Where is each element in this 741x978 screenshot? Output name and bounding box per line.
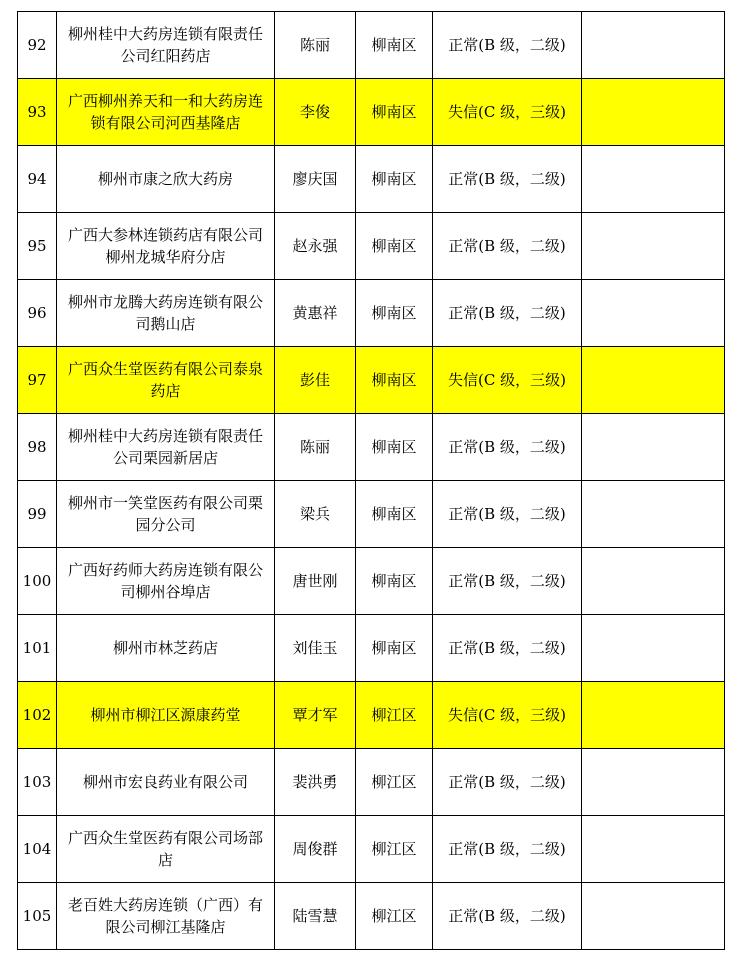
table-row bbox=[18, 749, 725, 816]
responsible-person-cell: 唐世刚 bbox=[275, 548, 356, 615]
pharmacy-name-cell: 柳州市林芝药店 bbox=[57, 615, 275, 682]
remark-cell bbox=[582, 79, 725, 146]
row-number-cell: 94 bbox=[18, 146, 57, 213]
district-cell: 柳南区 bbox=[356, 414, 433, 481]
row-number-cell: 96 bbox=[18, 280, 57, 347]
table-row bbox=[18, 280, 725, 347]
remark-cell bbox=[582, 347, 725, 414]
credit-status-cell: 正常(B 级，二级) bbox=[433, 883, 582, 950]
remark-cell bbox=[582, 414, 725, 481]
pharmacy-name-cell: 柳州市康之欣大药房 bbox=[57, 146, 275, 213]
pharmacy-name-cell: 广西大参林连锁药店有限公司柳州龙城华府分店 bbox=[57, 213, 275, 280]
responsible-person-cell: 李俊 bbox=[275, 79, 356, 146]
responsible-person-cell: 陆雪慧 bbox=[275, 883, 356, 950]
district-cell: 柳南区 bbox=[356, 146, 433, 213]
district-cell: 柳江区 bbox=[356, 883, 433, 950]
remark-cell bbox=[582, 615, 725, 682]
remark-cell bbox=[582, 816, 725, 883]
credit-status-cell: 正常(B 级，二级) bbox=[433, 615, 582, 682]
table-row bbox=[18, 347, 725, 414]
row-number-cell: 100 bbox=[18, 548, 57, 615]
remark-cell bbox=[582, 481, 725, 548]
table-row bbox=[18, 682, 725, 749]
remark-cell bbox=[582, 682, 725, 749]
district-cell: 柳江区 bbox=[356, 749, 433, 816]
pharmacy-name-cell: 柳州桂中大药房连锁有限责任公司红阳药店 bbox=[57, 12, 275, 79]
table-row bbox=[18, 12, 725, 79]
table-row bbox=[18, 615, 725, 682]
table-row bbox=[18, 414, 725, 481]
pharmacy-name-cell: 柳州市龙腾大药房连锁有限公司鹅山店 bbox=[57, 280, 275, 347]
pharmacy-name-cell: 广西好药师大药房连锁有限公司柳州谷埠店 bbox=[57, 548, 275, 615]
table-row bbox=[18, 146, 725, 213]
district-cell: 柳南区 bbox=[356, 280, 433, 347]
responsible-person-cell: 黄惠祥 bbox=[275, 280, 356, 347]
table-row bbox=[18, 79, 725, 146]
credit-status-cell: 正常(B 级，二级) bbox=[433, 481, 582, 548]
district-cell: 柳南区 bbox=[356, 12, 433, 79]
pharmacy-name-cell: 柳州市一笑堂医药有限公司栗园分公司 bbox=[57, 481, 275, 548]
credit-status-cell: 正常(B 级，二级) bbox=[433, 414, 582, 481]
responsible-person-cell: 裴洪勇 bbox=[275, 749, 356, 816]
remark-cell bbox=[582, 749, 725, 816]
remark-cell bbox=[582, 280, 725, 347]
credit-status-cell: 正常(B 级，二级) bbox=[433, 213, 582, 280]
district-cell: 柳南区 bbox=[356, 213, 433, 280]
pharmacy-name-cell: 老百姓大药房连锁（广西）有限公司柳江基隆店 bbox=[57, 883, 275, 950]
table-row bbox=[18, 548, 725, 615]
district-cell: 柳江区 bbox=[356, 816, 433, 883]
credit-status-cell: 正常(B 级，二级) bbox=[433, 280, 582, 347]
district-cell: 柳江区 bbox=[356, 682, 433, 749]
row-number-cell: 95 bbox=[18, 213, 57, 280]
district-cell: 柳南区 bbox=[356, 79, 433, 146]
district-cell: 柳南区 bbox=[356, 615, 433, 682]
district-cell: 柳南区 bbox=[356, 548, 433, 615]
credit-status-cell: 失信(C 级，三级) bbox=[433, 79, 582, 146]
row-number-cell: 103 bbox=[18, 749, 57, 816]
table-row bbox=[18, 481, 725, 548]
table-row bbox=[18, 213, 725, 280]
remark-cell bbox=[582, 883, 725, 950]
responsible-person-cell: 彭佳 bbox=[275, 347, 356, 414]
row-number-cell: 93 bbox=[18, 79, 57, 146]
responsible-person-cell: 梁兵 bbox=[275, 481, 356, 548]
district-cell: 柳南区 bbox=[356, 481, 433, 548]
credit-status-cell: 正常(B 级，二级) bbox=[433, 12, 582, 79]
pharmacy-name-cell: 柳州市宏良药业有限公司 bbox=[57, 749, 275, 816]
remark-cell bbox=[582, 12, 725, 79]
credit-status-cell: 失信(C 级，三级) bbox=[433, 347, 582, 414]
pharmacy-name-cell: 广西柳州养天和一和大药房连锁有限公司河西基隆店 bbox=[57, 79, 275, 146]
responsible-person-cell: 陈丽 bbox=[275, 12, 356, 79]
row-number-cell: 101 bbox=[18, 615, 57, 682]
district-cell: 柳南区 bbox=[356, 347, 433, 414]
credit-status-cell: 正常(B 级，二级) bbox=[433, 548, 582, 615]
credit-status-cell: 正常(B 级，二级) bbox=[433, 146, 582, 213]
pharmacy-name-cell: 柳州市柳江区源康药堂 bbox=[57, 682, 275, 749]
row-number-cell: 99 bbox=[18, 481, 57, 548]
responsible-person-cell: 周俊群 bbox=[275, 816, 356, 883]
row-number-cell: 92 bbox=[18, 12, 57, 79]
pharmacy-name-cell: 广西众生堂医药有限公司场部店 bbox=[57, 816, 275, 883]
pharmacy-name-cell: 广西众生堂医药有限公司泰泉药店 bbox=[57, 347, 275, 414]
credit-status-cell: 正常(B 级，二级) bbox=[433, 749, 582, 816]
row-number-cell: 104 bbox=[18, 816, 57, 883]
row-number-cell: 105 bbox=[18, 883, 57, 950]
responsible-person-cell: 赵永强 bbox=[275, 213, 356, 280]
responsible-person-cell: 廖庆国 bbox=[275, 146, 356, 213]
responsible-person-cell: 刘佳玉 bbox=[275, 615, 356, 682]
pharmacy-credit-table bbox=[17, 11, 725, 950]
table-row bbox=[18, 816, 725, 883]
remark-cell bbox=[582, 146, 725, 213]
pharmacy-name-cell: 柳州桂中大药房连锁有限责任公司栗园新居店 bbox=[57, 414, 275, 481]
credit-status-cell: 失信(C 级，三级) bbox=[433, 682, 582, 749]
row-number-cell: 97 bbox=[18, 347, 57, 414]
row-number-cell: 98 bbox=[18, 414, 57, 481]
responsible-person-cell: 覃才军 bbox=[275, 682, 356, 749]
responsible-person-cell: 陈丽 bbox=[275, 414, 356, 481]
remark-cell bbox=[582, 213, 725, 280]
credit-status-cell: 正常(B 级，二级) bbox=[433, 816, 582, 883]
row-number-cell: 102 bbox=[18, 682, 57, 749]
table-row bbox=[18, 883, 725, 950]
remark-cell bbox=[582, 548, 725, 615]
table-body bbox=[18, 12, 725, 950]
